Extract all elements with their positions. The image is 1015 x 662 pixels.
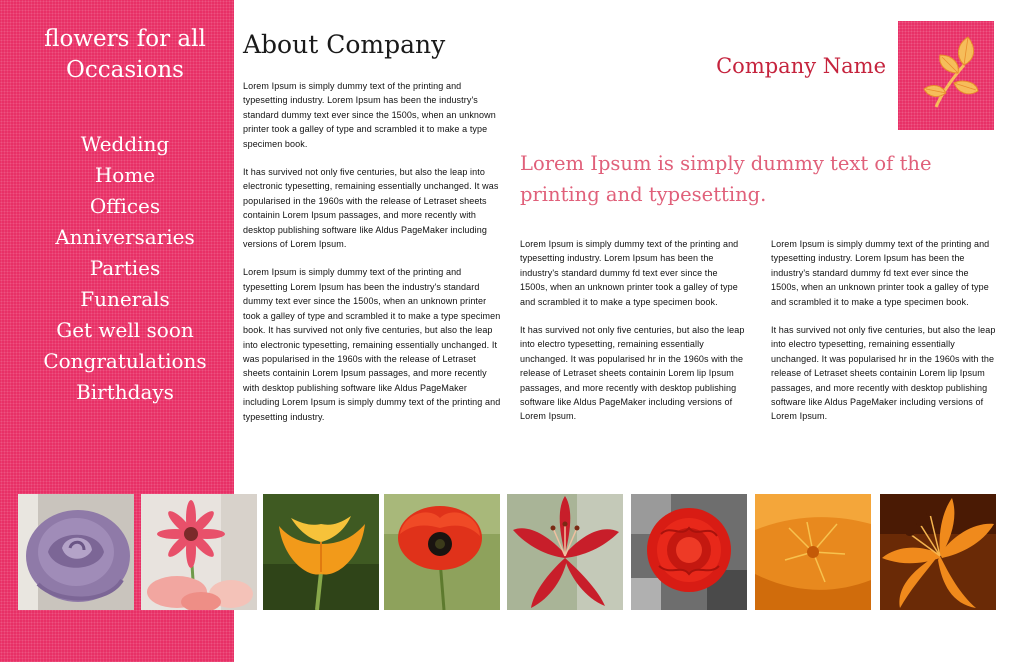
photo-red-begonia bbox=[631, 494, 747, 610]
menu-item-parties[interactable]: Parties bbox=[89, 256, 161, 280]
photo-orange-california-poppy bbox=[755, 494, 871, 610]
leaf-icon bbox=[898, 21, 994, 130]
photo-red-poppy bbox=[384, 494, 500, 610]
tagline-line-2: Occasions bbox=[66, 57, 184, 83]
menu-item-congratulations[interactable]: Congratulations bbox=[43, 349, 207, 373]
about-body bbox=[243, 79, 505, 438]
headline: Lorem Ipsum is simply dummy text of the printing and typesetting. bbox=[520, 152, 932, 206]
column-paragraph: It has survived not only five centuries, but also the leap into electro typesetting, remaining essentially unchanged. It was popularised hr in the 1960s with the release of Letraset sheets containin Lorem lip Ipsum passages, and more recently with desktop publishing software like Aldus PageMaker including versions of Lorem Ipsum. bbox=[771, 325, 996, 422]
menu-item-offices[interactable]: Offices bbox=[89, 194, 161, 218]
menu-item-anniversaries[interactable]: Anniversaries bbox=[55, 225, 195, 249]
photo-red-lily bbox=[507, 494, 623, 610]
company-name: Company Name bbox=[716, 54, 886, 78]
column-paragraph: Lorem Ipsum is simply dummy text of the printing and typesetting industry. Lorem Ipsum has been the industry's standard dummy fd text ever since the 1500s, when an unknown printer took a galley of type and scrambled it to make a type specimen book. bbox=[520, 239, 739, 307]
occasions-menu bbox=[0, 129, 250, 408]
menu-item-home[interactable]: Home bbox=[94, 163, 156, 187]
photo-pink-gerbera bbox=[141, 494, 257, 610]
photo-purple-rose bbox=[18, 494, 134, 610]
column-paragraph: It has survived not only five centuries, but also the leap into electro typesetting, remaining essentially unchanged. It was popularised hr in the 1960s with the release of Letraset sheets containin Lorem lip Ipsum passages, and more recently with desktop publishing software like Aldus PageMaker including versions of Lorem Ipsum. bbox=[520, 325, 745, 422]
text-column bbox=[771, 237, 997, 438]
menu-item-birthdays[interactable]: Birthdays bbox=[76, 380, 174, 404]
menu-item-funerals[interactable]: Funerals bbox=[80, 287, 170, 311]
menu-item-wedding[interactable]: Wedding bbox=[80, 132, 170, 156]
menu-item-get-well-soon[interactable]: Get well soon bbox=[56, 318, 194, 342]
about-paragraph: It has survived not only five centuries, but also the leap into electronic typesetting, remaining essentially unchanged. It was popularised in the 1960s with the release of Letraset sheets containin Lorem Ipsum passages, and more recently with desktop publishing software like Aldus PageMaker including versions of Lorem Ipsum. bbox=[243, 167, 499, 250]
about-paragraph: Lorem Ipsum is simply dummy text of the printing and typesetting Lorem Ipsum has been the industry's standard dummy text ever since the 1500s, when an unknown printer took a galley of type and scrambled it to make a type specimen book. It has survived not only five centuries, but also the leap into electronic typesetting, remaining essentially unchanged. It was popularised in the 1960s with the release of Letraset sheets containin Lorem Ipsum passages, and more recently with desktop publishing software like Aldus PageMaker including Lorem Ipsum is simply dummy text of the printing and typesetting industry. bbox=[243, 267, 501, 422]
text-column bbox=[520, 237, 746, 438]
about-title: About Company bbox=[243, 30, 446, 59]
tagline bbox=[0, 24, 250, 86]
photo-orange-poppy bbox=[263, 494, 379, 610]
photo-orange-lily bbox=[880, 494, 996, 610]
column-paragraph: Lorem Ipsum is simply dummy text of the printing and typesetting industry. Lorem Ipsum has been the industry's standard dummy fd text ever since the 1500s, when an unknown printer took a galley of type and scrambled it to make a type specimen book. bbox=[771, 239, 990, 307]
company-logo bbox=[898, 21, 994, 130]
about-paragraph: Lorem Ipsum is simply dummy text of the printing and typesetting industry. Lorem Ipsum has been the industry's standard dummy text ever since the 1500s, when an unknown printer took a galley of type and scrambled it to make a type specimen book. bbox=[243, 81, 496, 149]
tagline-line-1: flowers for all bbox=[44, 26, 206, 52]
